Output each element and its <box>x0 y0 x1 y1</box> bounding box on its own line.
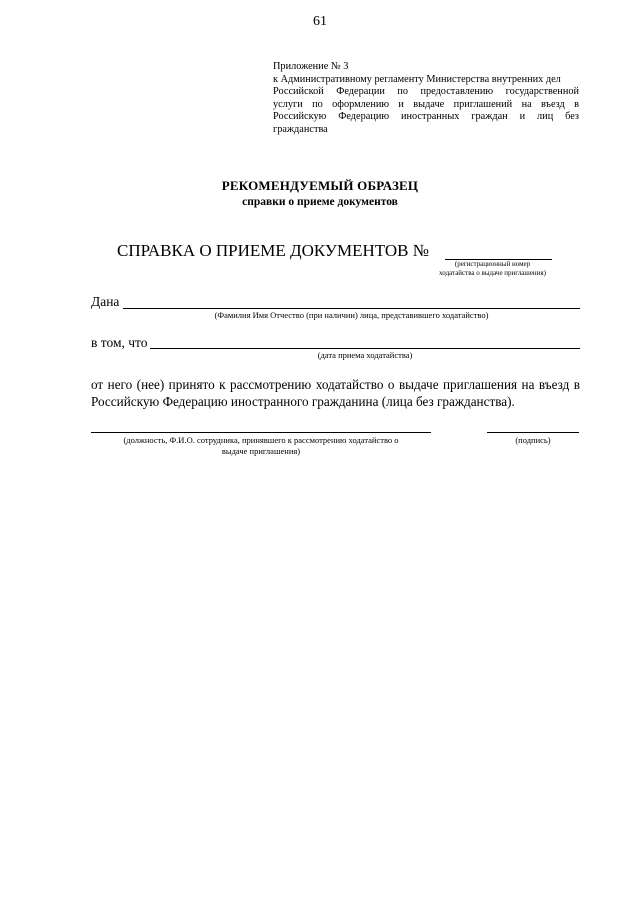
appendix-line: Российской Федерации по предоставлению государственной <box>273 86 579 98</box>
issued-to-line <box>123 308 580 309</box>
issued-to-label: Дана <box>91 294 120 309</box>
date-label: в том, что <box>91 335 148 350</box>
officer-caption <box>91 435 431 456</box>
registration-caption <box>405 260 580 277</box>
appendix-line: Приложение № 3 <box>273 61 349 72</box>
body-text <box>91 376 580 410</box>
heading <box>0 178 640 208</box>
signature-caption: (подпись) <box>515 435 551 445</box>
officer-caption-line: выдаче приглашения) <box>221 445 301 456</box>
body-line: Российскую Федерацию иностранного гражданина (лица без гражданства). <box>91 394 515 409</box>
officer-caption-line: (должность, Ф.И.О. сотрудника, принявшего к рассмотрению ходатайство о <box>123 435 399 445</box>
appendix-note <box>273 61 579 137</box>
page-number: 61 <box>313 14 327 29</box>
appendix-line: гражданства <box>273 123 328 135</box>
appendix-line: услуги по оформлению и выдаче приглашений на въезд в <box>273 98 579 110</box>
registration-caption-line: ходатайства о выдаче приглашения) <box>439 268 546 277</box>
issued-to-caption: (Фамилия Имя Отчество (при наличии) лица, представившего ходатайство) <box>214 310 489 320</box>
heading-subtitle: справки о приеме документов <box>242 196 398 208</box>
date-caption: (дата приема ходатайства) <box>317 350 413 360</box>
document-title: СПРАВКА О ПРИЕМЕ ДОКУМЕНТОВ № <box>117 241 429 260</box>
signature-line <box>487 432 579 433</box>
body-line: от него (нее) принято к рассмотрению ходатайство о выдаче приглашения на въезд в <box>91 377 580 392</box>
registration-caption-line: (регистрационный номер <box>454 260 531 268</box>
heading-title: РЕКОМЕНДУЕМЫЙ ОБРАЗЕЦ <box>221 178 419 193</box>
officer-line <box>91 432 431 433</box>
appendix-line: к Административному регламенту Министерства внутренних дел <box>273 73 561 85</box>
appendix-line: Российскую Федерацию иностранных граждан и лиц без <box>273 111 579 123</box>
date-line <box>150 348 580 349</box>
